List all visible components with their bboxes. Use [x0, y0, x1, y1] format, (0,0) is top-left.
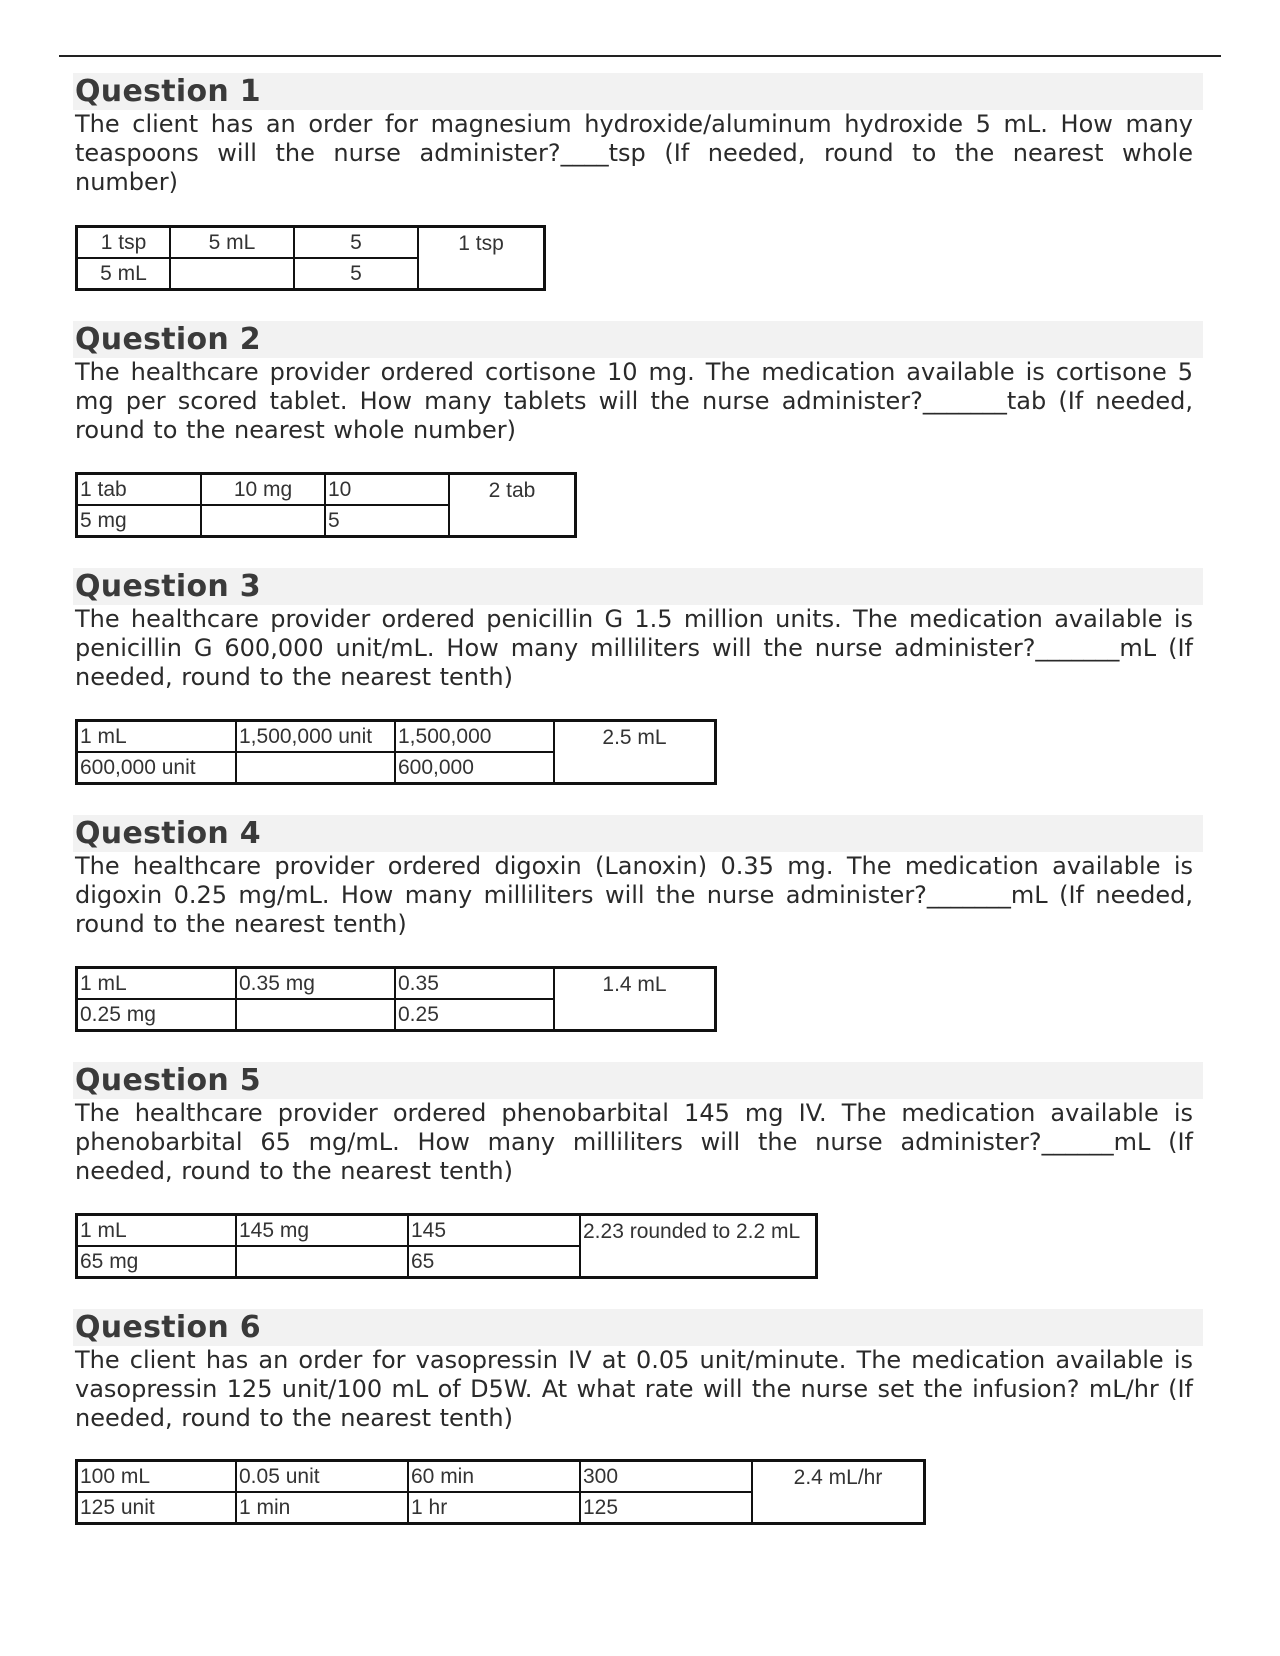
question-4	[73, 815, 1203, 939]
table-cell: 100 mL	[77, 1461, 237, 1493]
table-cell: 0.35	[395, 968, 554, 1000]
table-cell: 5	[294, 258, 418, 290]
table-cell: 5 mL	[77, 258, 171, 290]
table-row	[77, 474, 576, 506]
table-cell: 1 hr	[408, 1492, 580, 1524]
question-title: Question 6	[73, 1309, 1203, 1346]
table-cell: 60 min	[408, 1461, 580, 1493]
answer-cell: 2.4 mL/hr	[752, 1461, 925, 1524]
table-cell: 65	[408, 1246, 580, 1278]
table-cell: 1 tsp	[77, 227, 171, 259]
table-cell: 1,500,000	[395, 721, 554, 753]
table-cell: 0.25	[395, 999, 554, 1031]
question-title: Question 4	[73, 815, 1203, 852]
question-text: The healthcare provider ordered cortisone 10 mg. The medication available is cortisone 5 mg per scored tablet. How many tablets will the nurse administer?_______tab (If needed, round to the nearest whole number)	[75, 358, 1193, 444]
table-row	[77, 1461, 925, 1493]
table-cell: 10 mg	[201, 474, 325, 506]
table-cell: 1 min	[236, 1492, 408, 1524]
conversion-table-6	[75, 1459, 926, 1525]
conversion-table-2	[75, 472, 577, 538]
table-cell	[236, 999, 395, 1031]
table-cell: 1 mL	[77, 721, 237, 753]
table-cell: 125	[580, 1492, 752, 1524]
question-title: Question 1	[73, 73, 1203, 110]
table-cell	[201, 505, 325, 537]
table-row	[77, 1215, 817, 1247]
conversion-table-5	[75, 1213, 818, 1279]
table-cell: 1 tab	[77, 474, 202, 506]
question-2	[73, 321, 1203, 445]
table-cell: 1 mL	[77, 968, 237, 1000]
table-cell: 145	[408, 1215, 580, 1247]
conversion-table-1	[75, 225, 546, 291]
table-cell	[170, 258, 294, 290]
question-6	[73, 1309, 1203, 1433]
answer-cell: 1 tsp	[418, 227, 545, 290]
question-3	[73, 568, 1203, 692]
conversion-table-4	[75, 966, 717, 1032]
conversion-table-3	[75, 719, 717, 785]
table-cell: 600,000 unit	[77, 752, 237, 784]
table-cell: 0.05 unit	[236, 1461, 408, 1493]
table-cell: 5 mg	[77, 505, 202, 537]
table-cell: 0.25 mg	[77, 999, 237, 1031]
question-title: Question 5	[73, 1062, 1203, 1099]
question-title: Question 2	[73, 321, 1203, 358]
question-text: The healthcare provider ordered penicillin G 1.5 million units. The medication available is penicillin G 600,000 unit/mL. How many milliliters will the nurse administer?_______mL (If needed, round to the nearest tenth)	[75, 605, 1193, 691]
table-cell: 65 mg	[77, 1246, 237, 1278]
question-5	[73, 1062, 1203, 1186]
top-rule	[59, 55, 1221, 57]
question-text: The client has an order for magnesium hydroxide/aluminum hydroxide 5 mL. How many teaspoons will the nurse administer?____tsp (If needed, round to the nearest whole number)	[75, 110, 1193, 196]
question-1	[73, 73, 1203, 197]
table-cell: 1,500,000 unit	[236, 721, 395, 753]
table-cell: 125 unit	[77, 1492, 237, 1524]
table-cell: 10	[325, 474, 449, 506]
table-cell: 600,000	[395, 752, 554, 784]
answer-cell: 2.5 mL	[554, 721, 716, 784]
answer-cell: 1.4 mL	[554, 968, 716, 1031]
table-cell: 5 mL	[170, 227, 294, 259]
table-cell: 145 mg	[236, 1215, 408, 1247]
table-cell: 1 mL	[77, 1215, 237, 1247]
table-cell: 5	[325, 505, 449, 537]
answer-cell: 2 tab	[449, 474, 576, 537]
question-text: The healthcare provider ordered digoxin (Lanoxin) 0.35 mg. The medication available is digoxin 0.25 mg/mL. How many milliliters will the nurse administer?_______mL (If needed, round to the nearest tenth)	[75, 852, 1193, 938]
table-row	[77, 721, 716, 753]
table-cell	[236, 752, 395, 784]
table-cell	[236, 1246, 408, 1278]
table-cell: 300	[580, 1461, 752, 1493]
table-cell: 0.35 mg	[236, 968, 395, 1000]
question-text: The healthcare provider ordered phenobarbital 145 mg IV. The medication available is phenobarbital 65 mg/mL. How many milliliters will the nurse administer?______mL (If needed, round to the nearest tenth)	[75, 1099, 1193, 1185]
answer-cell: 2.23 rounded to 2.2 mL	[580, 1215, 817, 1278]
table-cell: 5	[294, 227, 418, 259]
question-title: Question 3	[73, 568, 1203, 605]
table-row	[77, 227, 545, 259]
question-text: The client has an order for vasopressin IV at 0.05 unit/minute. The medication available is vasopressin 125 unit/100 mL of D5W. At what rate will the nurse set the infusion? mL/hr (If needed, round to the nearest tenth)	[75, 1346, 1193, 1432]
table-row	[77, 968, 716, 1000]
